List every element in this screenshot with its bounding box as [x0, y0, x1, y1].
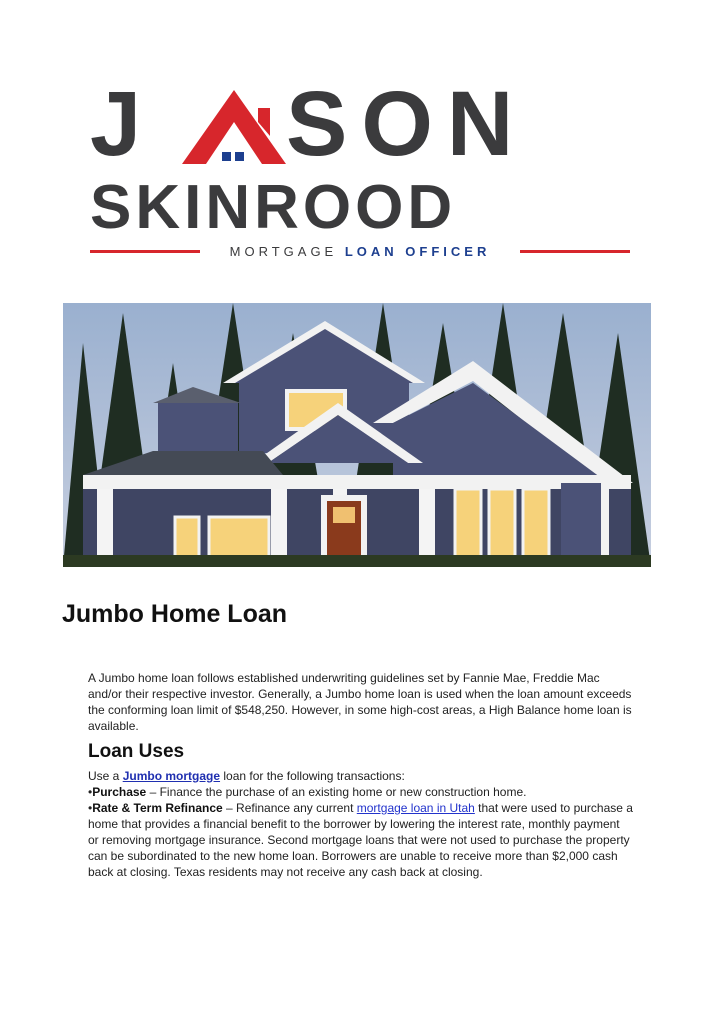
logo-tagline [90, 242, 630, 260]
lead-text-after: loan for the following transactions: [220, 769, 405, 783]
bullet-marker: • [88, 785, 93, 799]
bullet-marker: • [88, 801, 93, 815]
tagline-mortgage: MORTGAGE [229, 243, 338, 259]
bullet-term: Purchase [92, 785, 147, 799]
bullet-term: Rate & Term Refinance [92, 801, 223, 815]
tagline-right-rule [520, 250, 630, 253]
bullet-rate-term-refinance [88, 800, 633, 880]
logo-first-name [90, 73, 630, 175]
tagline-text [200, 244, 520, 259]
bullet-text-continued: that were used to purchase a home that provides a financial benefit to the borrower by lowering the interest rate, monthly payment or removing mortgage insurance. Second mortgage loans that were not used to purchase the property can be subordinated to the new home loan. Borrowers are unable to receive more than $2,000 cash back at closing. Texas residents may not receive any cash back at closing. [88, 801, 633, 879]
logo-last-name: SKINROOD [90, 173, 457, 242]
tagline-loan-officer: LOAN OFFICER [344, 243, 491, 259]
logo-letter-j: J [90, 73, 156, 175]
logo-letters-son: SON [286, 73, 528, 175]
bullet-text: – Finance the purchase of an existing home or new construction home. [146, 785, 527, 799]
mortgage-loan-utah-link[interactable]: mortgage loan in Utah [356, 801, 475, 815]
lead-text-before: Use a [88, 769, 123, 783]
company-logo [90, 73, 630, 264]
house-photo [63, 303, 651, 567]
bullet-text: – Refinance any current [222, 801, 357, 815]
bullet-purchase [88, 784, 633, 800]
house-roof-icon [182, 86, 286, 166]
jumbo-mortgage-link[interactable]: Jumbo mortgage [122, 769, 221, 783]
page-title: Jumbo Home Loan [62, 600, 288, 628]
loan-uses-lead [88, 768, 633, 784]
article-body [88, 670, 633, 880]
loan-uses-heading: Loan Uses [88, 741, 185, 762]
intro-paragraph: A Jumbo home loan follows established underwriting guidelines set by Fannie Mae, Freddie Mac and/or their respective investor. Generally, a Jumbo home loan is used when the loan amount exceeds the conforming loan limit of $548,250. However, in some high-cost areas, a High Balance home loan is available. [88, 671, 632, 733]
tagline-left-rule [90, 250, 200, 253]
